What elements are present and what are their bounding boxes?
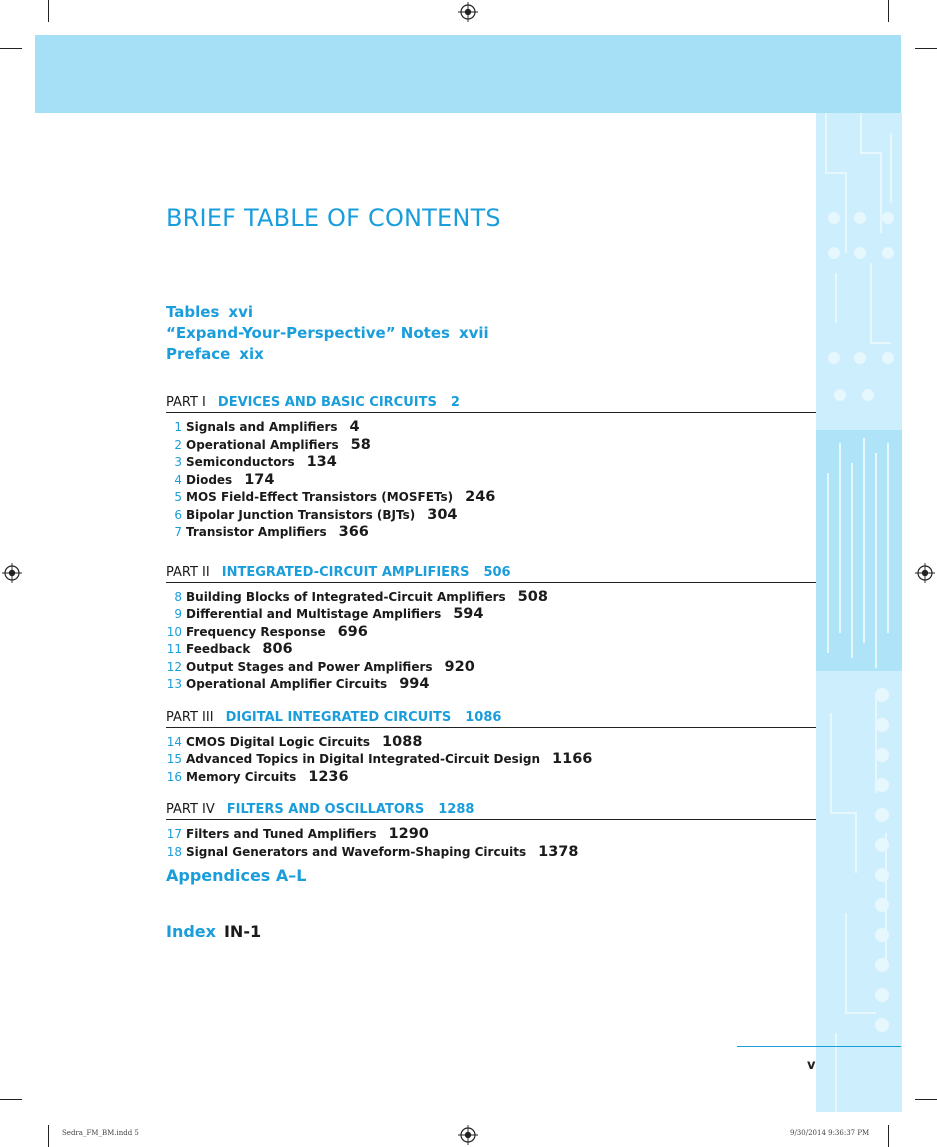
slug-timestamp: 9/30/2014 9:36:37 PM bbox=[790, 1129, 870, 1137]
chapter-entry[interactable] bbox=[166, 767, 816, 785]
chapter-title: Transistor Amplifiers bbox=[186, 525, 327, 539]
header-color-band bbox=[35, 35, 901, 113]
part-label: PART II bbox=[166, 564, 210, 580]
chapter-title: Building Blocks of Integrated-Circuit Amplifiers bbox=[186, 589, 506, 604]
front-matter-item[interactable] bbox=[166, 344, 489, 365]
chapter-list bbox=[166, 820, 816, 859]
index-label: Index bbox=[166, 922, 216, 941]
chapter-number: 6 bbox=[174, 507, 182, 522]
part-label: PART III bbox=[166, 709, 214, 725]
parts-list bbox=[166, 377, 816, 859]
chapter-list bbox=[166, 413, 816, 540]
front-matter-item[interactable] bbox=[166, 323, 489, 344]
chapter-page: 994 bbox=[399, 676, 430, 692]
front-matter-label: Preface bbox=[166, 345, 231, 363]
chapter-entry[interactable] bbox=[166, 657, 816, 675]
chapter-entry[interactable] bbox=[166, 639, 816, 657]
chapter-entry[interactable] bbox=[166, 452, 816, 470]
front-matter-page: xix bbox=[239, 345, 264, 363]
chapter-entry[interactable] bbox=[166, 674, 816, 692]
chapter-page: 1290 bbox=[388, 826, 429, 842]
chapter-title: Feedback bbox=[186, 642, 251, 656]
chapter-title: CMOS Digital Logic Circuits bbox=[186, 734, 371, 749]
chapter-number: 17 bbox=[166, 827, 182, 841]
part-page: 506 bbox=[483, 564, 511, 580]
chapter-title: Diodes bbox=[186, 472, 233, 487]
chapter-number: 1 bbox=[174, 420, 182, 434]
chapter-entry[interactable] bbox=[166, 604, 816, 622]
chapter-page: 174 bbox=[244, 471, 275, 488]
front-matter-label: “Expand-Your-Perspective” Notes bbox=[166, 324, 450, 342]
chapter-page: 1378 bbox=[538, 843, 579, 860]
chapter-title: Advanced Topics in Digital Integrated-Circuit Design bbox=[186, 752, 541, 766]
chapter-entry[interactable] bbox=[166, 587, 816, 605]
chapter-list bbox=[166, 728, 816, 785]
chapter-title: Differential and Multistage Amplifiers bbox=[186, 607, 442, 621]
chapter-entry[interactable] bbox=[166, 732, 816, 750]
chapter-title: Signal Generators and Waveform-Shaping Circuits bbox=[186, 844, 527, 859]
chapter-number: 8 bbox=[174, 589, 182, 604]
index-entry[interactable] bbox=[166, 922, 261, 941]
chapter-page: 304 bbox=[427, 506, 458, 523]
chapter-page: 1166 bbox=[552, 751, 593, 767]
crop-mark bbox=[915, 48, 937, 49]
chapter-page: 246 bbox=[465, 489, 496, 505]
chapter-title: Output Stages and Power Amplifiers bbox=[186, 659, 433, 674]
part-page: 1086 bbox=[465, 709, 502, 725]
chapter-page: 920 bbox=[444, 658, 475, 675]
chapter-number: 12 bbox=[166, 659, 182, 674]
chapter-page: 366 bbox=[338, 524, 369, 540]
part-page: 1288 bbox=[438, 802, 475, 817]
chapter-number: 13 bbox=[166, 677, 182, 691]
crop-mark bbox=[0, 48, 22, 49]
crop-mark bbox=[915, 1099, 937, 1100]
page-title: BRIEF TABLE OF CONTENTS bbox=[166, 204, 501, 232]
part-header[interactable] bbox=[166, 800, 816, 820]
part-title: INTEGRATED-CIRCUIT AMPLIFIERS bbox=[221, 564, 470, 580]
front-matter-page: xvii bbox=[458, 324, 489, 342]
chapter-page: 594 bbox=[453, 606, 484, 622]
chapter-number: 5 bbox=[174, 490, 182, 504]
front-matter-list bbox=[166, 302, 489, 365]
chapter-page: 1088 bbox=[382, 733, 423, 750]
chapter-list bbox=[166, 583, 816, 692]
chapter-number: 4 bbox=[174, 472, 182, 487]
chapter-number: 14 bbox=[166, 734, 182, 749]
chapter-title: Signals and Amplifiers bbox=[186, 420, 338, 434]
chapter-title: Frequency Response bbox=[186, 624, 326, 639]
crop-mark bbox=[888, 1125, 889, 1147]
circuit-pattern-strip bbox=[816, 113, 902, 1112]
part-page: 2 bbox=[450, 395, 460, 410]
chapter-page: 4 bbox=[349, 419, 360, 435]
page-folio: v bbox=[807, 1058, 816, 1073]
registration-mark-icon bbox=[915, 563, 935, 583]
part-header[interactable] bbox=[166, 708, 816, 728]
chapter-title: Operational Amplifier Circuits bbox=[186, 677, 388, 691]
index-page: IN-1 bbox=[223, 922, 262, 941]
chapter-entry[interactable] bbox=[166, 824, 816, 842]
part-title: DIGITAL INTEGRATED CIRCUITS bbox=[225, 709, 452, 725]
chapter-number: 16 bbox=[166, 769, 182, 784]
chapter-number: 9 bbox=[174, 607, 182, 621]
registration-mark-icon bbox=[458, 1125, 478, 1145]
registration-mark-icon bbox=[2, 563, 22, 583]
part-header[interactable] bbox=[166, 563, 816, 583]
front-matter-label: Tables bbox=[166, 303, 220, 321]
chapter-page: 134 bbox=[306, 454, 337, 470]
chapter-entry[interactable] bbox=[166, 417, 816, 435]
chapter-number: 2 bbox=[174, 437, 182, 452]
part-section bbox=[166, 800, 816, 859]
front-matter-page: xvi bbox=[228, 303, 254, 321]
folio-rule bbox=[737, 1046, 901, 1047]
part-header[interactable] bbox=[166, 393, 816, 413]
chapter-title: MOS Field-Effect Transistors (MOSFETs) bbox=[186, 490, 454, 504]
chapter-number: 3 bbox=[174, 455, 182, 469]
chapter-entry[interactable] bbox=[166, 470, 816, 488]
part-section bbox=[166, 393, 816, 540]
chapter-page: 806 bbox=[262, 641, 293, 657]
part-section bbox=[166, 563, 816, 692]
chapter-entry[interactable] bbox=[166, 749, 816, 767]
chapter-entry[interactable] bbox=[166, 622, 816, 640]
chapter-number: 15 bbox=[166, 752, 182, 766]
chapter-title: Filters and Tuned Amplifiers bbox=[186, 827, 377, 841]
part-label: PART IV bbox=[166, 802, 215, 817]
chapter-title: Memory Circuits bbox=[186, 769, 297, 784]
appendices-entry[interactable]: Appendices A–L bbox=[166, 866, 307, 885]
chapter-entry[interactable] bbox=[166, 487, 816, 505]
registration-mark-icon bbox=[458, 2, 478, 22]
chapter-entry[interactable] bbox=[166, 505, 816, 523]
crop-mark bbox=[888, 0, 889, 22]
part-title: FILTERS AND OSCILLATORS bbox=[226, 802, 425, 817]
chapter-title: Operational Amplifiers bbox=[186, 437, 339, 452]
crop-mark bbox=[0, 1099, 22, 1100]
chapter-entry[interactable] bbox=[166, 435, 816, 453]
chapter-page: 58 bbox=[350, 436, 371, 453]
chapter-page: 696 bbox=[337, 623, 368, 640]
circuit-pattern-graphic bbox=[816, 113, 902, 1112]
chapter-page: 1236 bbox=[308, 768, 349, 785]
chapter-entry[interactable] bbox=[166, 842, 816, 860]
chapter-number: 11 bbox=[166, 642, 182, 656]
crop-mark bbox=[48, 1125, 49, 1147]
slug-file-name: Sedra_FM_BM.indd 5 bbox=[62, 1129, 139, 1137]
chapter-number: 18 bbox=[166, 844, 182, 859]
chapter-entry[interactable] bbox=[166, 522, 816, 540]
chapter-number: 10 bbox=[166, 624, 182, 639]
chapter-title: Bipolar Junction Transistors (BJTs) bbox=[186, 507, 416, 522]
part-section bbox=[166, 708, 816, 785]
chapter-page: 508 bbox=[517, 588, 548, 605]
chapter-title: Semiconductors bbox=[186, 455, 295, 469]
part-title: DEVICES AND BASIC CIRCUITS bbox=[217, 395, 437, 410]
chapter-number: 7 bbox=[174, 525, 182, 539]
front-matter-item[interactable] bbox=[166, 302, 489, 323]
part-label: PART I bbox=[166, 395, 206, 410]
crop-mark bbox=[48, 0, 49, 22]
